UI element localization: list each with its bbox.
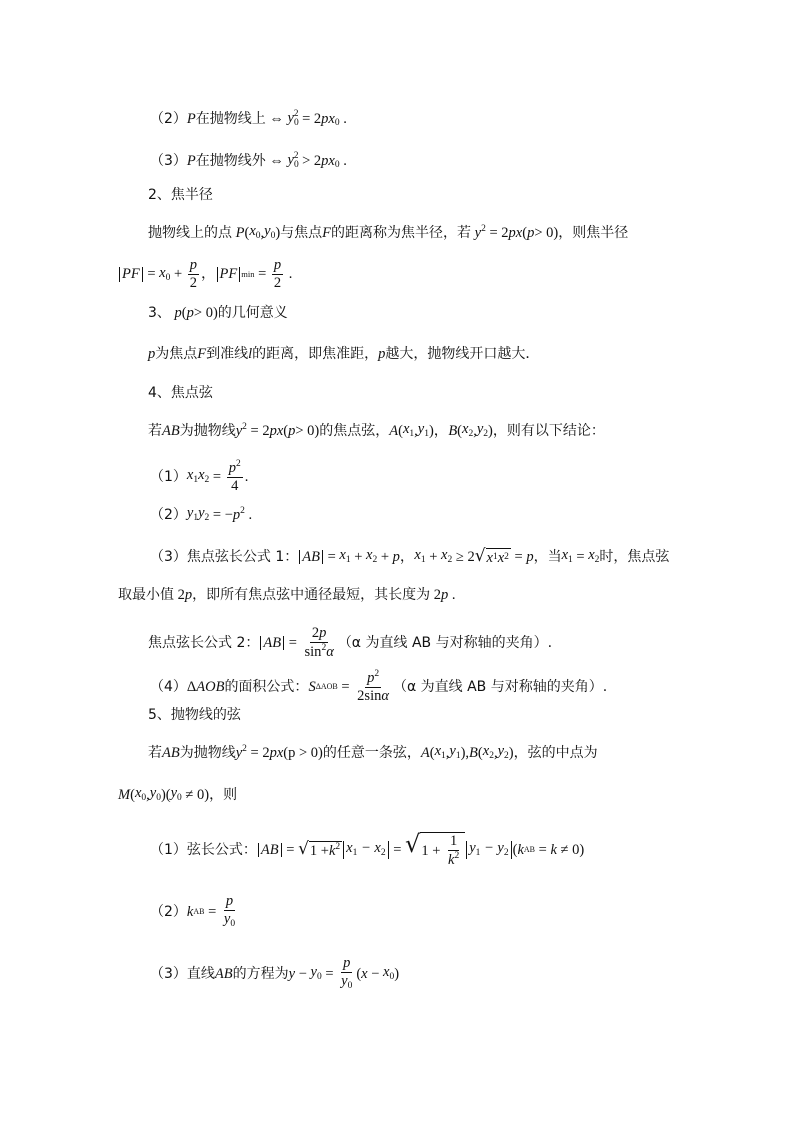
chord-slope-formula: （2） k AB = $\frac{p}{y_0}$ xyxy=(150,893,236,930)
condition-outside-parabola: （3） P 在抛物线外 ⇔ $y_0^2$ > 2 px $_0$ . xyxy=(150,151,347,170)
focal-radius-definition: 抛物线上的点 P ( $x_0$ , $y_0$ ) 与焦点 F 的距离称为焦半径，若 $y^2$ = 2 px ( p > 0) ，则焦半径 xyxy=(148,223,629,241)
condition-on-parabola: （2） P 在抛物线上 ⇔ $y_0^2$ = 2 px $_0$ . xyxy=(150,109,347,128)
focal-chord-intro: 若 AB 为抛物线 $y^2$ = 2 px ( p > 0) 的焦点弦， A ( $x_1$ , $y_1$ )， B ( $x_2$ , $y_2$ ) ，则有以下结论： xyxy=(148,421,605,439)
section-heading-p-meaning: 3、 p ( p > 0) 的几何意义 xyxy=(148,305,288,322)
focal-radius-formula: PF = $x_0$ + $\frac{p}{2}$ ， PF min = $\frac{p}{2}$ . xyxy=(118,258,292,291)
focal-chord-length-formula-2: 焦点弦长公式 2： AB = $\frac{2p}{\sin^2\alpha}$ （α 为直线 AB 与对称轴的夹角）. xyxy=(148,625,553,661)
section-heading-focal-radius: 2、焦半径 xyxy=(148,187,213,203)
section-heading-focal-chord: 4、焦点弦 xyxy=(148,385,213,401)
triangle-area-formula: （4） Δ AOB 的面积公式： S ΔAOB = $\frac{p^2}{2\sin\alpha}$ （α 为直线 AB 与对称轴的夹角）. xyxy=(150,669,608,705)
chord-midpoint: M ( $x_0$ , $y_0$ )( $y_0$ ≠ 0) ，则 xyxy=(118,785,238,803)
focal-chord-result-1: （1） $x_1x_2$ = $\frac{p^2}{4}$ . xyxy=(150,459,249,495)
focal-chord-result-2: （2） $y_1y_2$ = − $p^2$ . xyxy=(150,505,253,523)
section-heading-chord: 5、抛物线的弦 xyxy=(148,707,241,723)
p-meaning-text: p 为焦点 F 到准线 l 的距离，即焦准距， p 越大，抛物线开口越大． xyxy=(148,346,540,363)
chord-intro: 若 AB 为抛物线 $y^2$ = 2 px (p > 0) 的任意一条弦， A ( $x_1$ , $y_1$ ), B ( $x_2$ , $y_2$ ) ，弦的中点为 xyxy=(148,743,598,761)
chord-length-formula: （1）弦长公式： AB = √ 1 + $k^2$ $x_1 - x_2$ = √ 1 + $\frac{1}{k^2}$ $y_1 - y_2$ ( k AB = k ≠ 0) xyxy=(150,830,585,869)
chord-line-equation: （3）直线 AB 的方程为 y − $y_0$ = $\frac{p}{y_0}$ ( x − $x_0$ ) xyxy=(150,955,400,992)
focal-chord-result-3: （3）焦点弦长公式 1： AB = $x_1$ + $x_2$ + p ， $x_1$ + $x_2$ ≥ 2 √ x 1 x 2 = p ，当 $x_1$ = $x_2$ 时，焦点弦 xyxy=(150,546,670,567)
focal-chord-minimum: 取最小值 2 p ，即所有焦点弦中通径最短，其长度为 2 p . xyxy=(118,587,456,604)
